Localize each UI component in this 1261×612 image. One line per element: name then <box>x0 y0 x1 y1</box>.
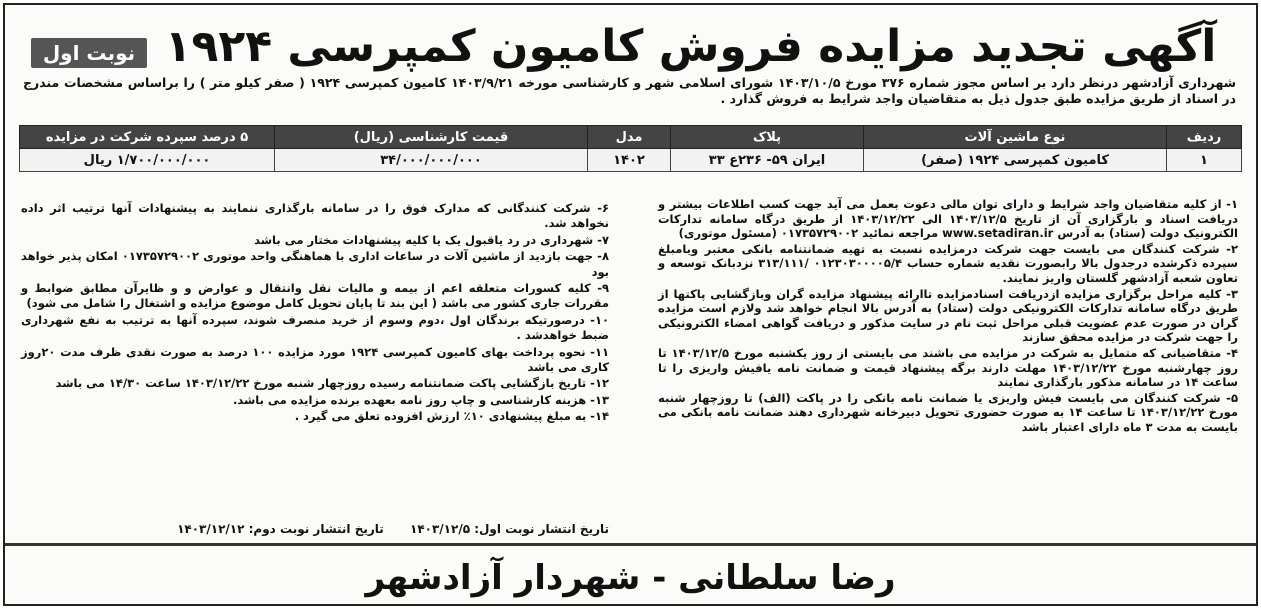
cell-deposit: ۱/۷۰۰/۰۰۰/۰۰۰ ریال <box>20 149 275 172</box>
advertisement <box>3 3 1258 606</box>
mayor-signature: رضا سلطانی - شهردار آزادشهر <box>365 558 896 598</box>
col-header-expert-price: قیمت کارشناسی (ریال) <box>275 126 588 149</box>
signature-divider <box>5 543 1256 546</box>
condition-item-2: ۲- شرکت کنندگان می بایست جهت شرکت درمزایده نسبت به تهیه ضمانتنامه بانکی معتبر ویامبلغ سپرده ذکرشده درجدول بالا رابصورت نقدیه شماره حساب ۰۱۲۳۰۳۰۰۰۰۵/۴ /۳۱۳/۱۱۱ نزدبانک توسعه و تعاون شعبه آزادشهر گلستان واریز نمایند. <box>658 241 1238 285</box>
cell-machine-type: کامیون کمپرسی ۱۹۲۴ (صفر) <box>864 149 1167 172</box>
cell-expert-price: ۳۴/۰۰۰/۰۰۰/۰۰۰ <box>275 149 588 172</box>
cell-model: ۱۴۰۲ <box>588 149 671 172</box>
condition-item-7: ۷- شهرداری در رد یاقبول یک یا کلیه پیشنهادات مختار می باشد <box>254 232 609 247</box>
conditions-left-column <box>21 201 609 426</box>
condition-1-text: ۱- از کلیه متقاضیان واجد شرایط و دارای توان مالی دعوت بعمل می آید جهت کسب اطلاعات بیشتر و دریافت اسناد و بارگزاری آن از تاریخ ۱۴۰۳/۱۲/۵ الی ۱۴۰۳/۱۲/۲۲ از طریق درگاه سامانه تدارکات الکترونیک دولت (ستاد) به آدرس <box>658 197 1238 241</box>
condition-item-1 <box>658 197 1238 241</box>
col-header-machine-type: نوع ماشین آلات <box>864 126 1167 149</box>
condition-item-4: ۴- متقاضیانی که متمایل به شرکت در مزایده می باشند می بایستی از روز یکشنبه مورخ ۱۴۰۳/۱۲/۵ تا روز چهارشنبه مورخ ۱۴۰۳/۱۲/۲۲ مهلت دارند برگه پیشنهاد قیمت و ضمانت نامه یافیش واریزی را تا ساعت ۱۴ در سامانه مذکور بارگذاری نمایند <box>658 345 1238 390</box>
second-publication-date: تاریخ انتشار نوبت دوم: ۱۴۰۳/۱۲/۱۲ <box>177 522 384 536</box>
condition-item-12: ۱۲- تاریخ بازگشایی پاکت ضمانتنامه رسیده روزچهار شنبه مورخ ۱۴۰۳/۱۲/۲۲ ساعت ۱۴/۳۰ می باشد <box>55 376 609 391</box>
cell-plate: ایران ۵۹- ۲۳۶ع ۳۳ <box>671 149 864 172</box>
page-title: آگهی تجدید مزایده فروش کامیون کمپرسی ۱۹۲۴ <box>164 21 1217 72</box>
round-badge: نوبت اول <box>31 38 147 68</box>
col-header-deposit: ۵ درصد سپرده شرکت در مزایده <box>20 126 275 149</box>
condition-item-13: ۱۳- هزینه کارشناسی و چاپ روز نامه بعهده برنده مزایده می باشد. <box>232 392 609 407</box>
table-header-row <box>20 126 1242 149</box>
publication-dates <box>21 522 609 536</box>
table-row <box>20 149 1242 172</box>
condition-item-6: ۶- شرکت کنندگانی که مدارک فوق را در سامانه بارگذاری ننمایند به پیشنهادات آنها ترتیب اثر داده نخواهد شد. <box>21 201 609 231</box>
condition-item-8: ۸- جهت بازدید از ماشین آلات در ساعات اداری با هماهنگی واحد موتوری ۰۱۷۳۵۷۲۹۰۰۲ امکان پذیر خواهد بود <box>21 249 609 279</box>
condition-item-14: ۱۴- به مبلغ پیشنهادی ۱۰٪ ارزش افزوده تعلق می گیرد . <box>294 409 609 424</box>
col-header-row-number: ردیف <box>1167 126 1242 149</box>
condition-item-5: ۵- شرکت کنندگان می بایست فیش واریزی یا ضمانت نامه بانکی را در پاکت (الف) تا روزچهار شنبه مورخ ۱۴۰۳/۱۲/۲۲ تا ساعت ۱۴ به صورت حضوری تحویل دبیرخانه شهرداری دهند ضمانت نامه بانکی می بایست به مدت ۳ ماه دارای اعتبار باشد <box>658 390 1238 434</box>
col-header-plate: پلاک <box>671 126 864 149</box>
condition-item-10: ۱۰- درصورتیکه برندگان اول ،دوم وسوم از خرید منصرف شوند، سپرده آنها به ترتیب به نفع شهرداری ضبط خواهدشد . <box>21 312 609 343</box>
first-publication-date: تاریخ انتشار نوبت اول: ۱۴۰۳/۱۲/۵ <box>410 522 609 536</box>
motor-unit-phone: ۰۱۷۳۵۷۲۹۰۰۲ (مسئول موتوری) <box>678 226 859 241</box>
setadiran-link[interactable]: www.setadiran.ir <box>942 226 1054 241</box>
condition-item-3: ۳- کلیه مراحل برگزاری مزایده ازدریافت اسنادمزایده تاارائه پیشنهاد مزایده گران وبازگشایی پاکتها از طریق درگاه سامانه تدارکات الکترونیکی دولت (ستاد) به آدرس بالا انجام خواهد شد ولازم است مزایده گران در صورت عدم عضویت قبلی مراحل ثبت نام در سایت مذکور و دریافت گواهی امضاء الکترونیکی را جهت شرکت در مزایده محقق سازند <box>658 286 1238 345</box>
conditions-right-column <box>658 197 1238 436</box>
condition-1-tail: مراجعه نمائید <box>862 226 939 241</box>
intro-paragraph: شهرداری آزادشهر درنظر دارد بر اساس مجوز شماره ۳۷۶ مورخ ۱۴۰۳/۱۰/۵ شورای اسلامی شهر و کارشناسی مورخه ۱۴۰۳/۹/۲۱ کامیون کمپرسی ۱۹۲۴ ( صفر کیلو متر ) را براساس مشخصات مندرج در اسناد از طریق مزایده طبق جدول ذیل به متقاضیان واجد شرایط به فروش گذارد . <box>23 75 1236 106</box>
auction-table <box>19 125 1242 172</box>
col-header-model: مدل <box>588 126 671 149</box>
condition-item-11: ۱۱- نحوه پرداخت بهای کامیون کمپرسی ۱۹۲۴ مورد مزایده ۱۰۰ درصد به صورت نقدی ظرف مدت ۲۰روز کاری می باشد <box>21 344 609 375</box>
condition-item-9: ۹- کلیه کسورات متعلقه اعم از بیمه و مالیات نقل وانتقال و عوارض و و ظایرآن مطابق ضوابط و مقررات جاری کشور می باشد ( این بند تا پایان تحویل کامل موضوع مزایده و اشتغال را شامل می شود) <box>21 281 609 311</box>
cell-row-number: ۱ <box>1167 149 1242 172</box>
